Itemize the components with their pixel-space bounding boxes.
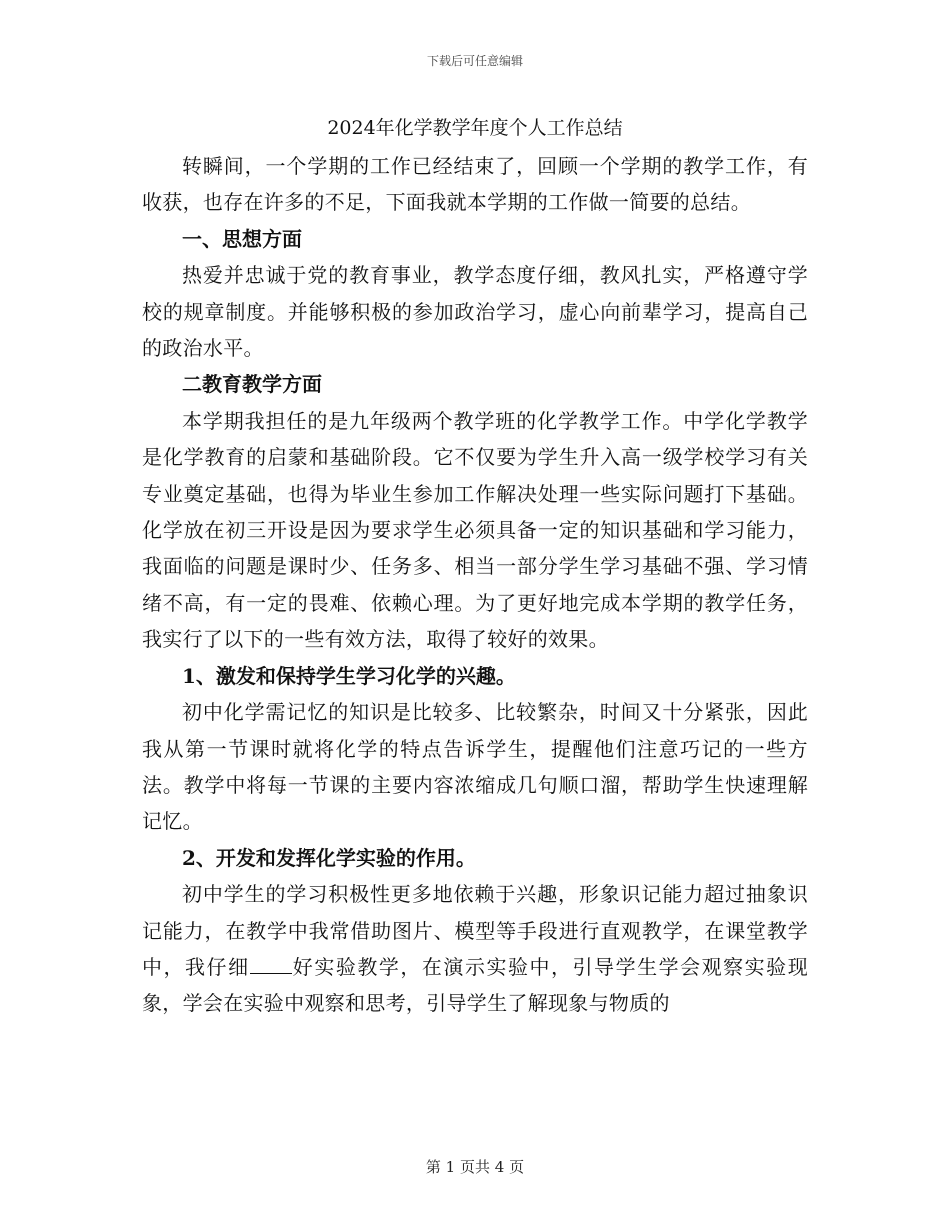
point-paragraph-experiment (142, 876, 808, 1022)
intro-paragraph: 转瞬间，一个学期的工作已经结束了，回顾一个学期的教学工作，有收获，也存在许多的不足，下面我就本学期的工作做一简要的总结。 (142, 154, 808, 215)
page-number-footer: 第 1 页共 4 页 (425, 1158, 525, 1176)
section-paragraph-teaching: 本学期我担任的是九年级两个教学班的化学教学工作。中学化学教学是化学教育的启蒙和基础阶段。它不仅要为学生升入高一级学校学习有关专业奠定基础，也得为毕业生参加工作解决处理一些实际问题打下基础。化学放在初三开设是因为要求学生必须具备一定的知识基础和学习能力，我面临的问题是课时少、任务多、相当一部分学生学习基础不强、学习情绪不高，有一定的畏难、依赖心理。为了更好地完成本学期的教学任务，我实行了以下的一些有效方法，取得了较好的效果。 (142, 408, 808, 652)
document-body (142, 108, 808, 1022)
document-title: 2024年化学教学年度个人工作总结 (327, 117, 623, 139)
section-paragraph-ideology: 热爱并忠诚于党的教育事业，教学态度仔细，教风扎实，严格遵守学校的规章制度。并能够积极的参加政治学习，虚心向前辈学习，提高自己的政治水平。 (142, 263, 808, 361)
point-paragraph-interest: 初中化学需记忆的知识是比较多、比较繁杂，时间又十分紧张，因此我从第一节课时就将化学的特点告诉学生，提醒他们注意巧记的一些方法。教学中将每一节课的主要内容浓缩成几句顺口溜，帮助学生快速理解记忆。 (142, 700, 808, 834)
page-header-note: 下载后可任意编辑 (426, 54, 523, 68)
point-heading-interest: 1、激发和保持学生学习化学的兴趣。 (182, 663, 516, 688)
section-heading-ideology: 一、思想方面 (182, 226, 302, 251)
section-heading-teaching: 二教育教学方面 (182, 372, 322, 397)
point-heading-experiment: 2、开发和发挥化学实验的作用。 (182, 845, 476, 870)
experiment-text-part-a: 初中学生的学习积极性更多地依赖于兴趣，形象识记能力超过抽象识记能力，在教学中我常借助图片、模型等手段进行直观教学，在课堂教学中，我仔细 (142, 882, 808, 979)
experiment-text-part-b: 好实验教学，在演示实验中，引导学生学会观察实验现象，学会在实验中观察和思考，引导学生了解现象与物质的 (142, 954, 809, 1016)
fill-in-blank (250, 953, 292, 974)
